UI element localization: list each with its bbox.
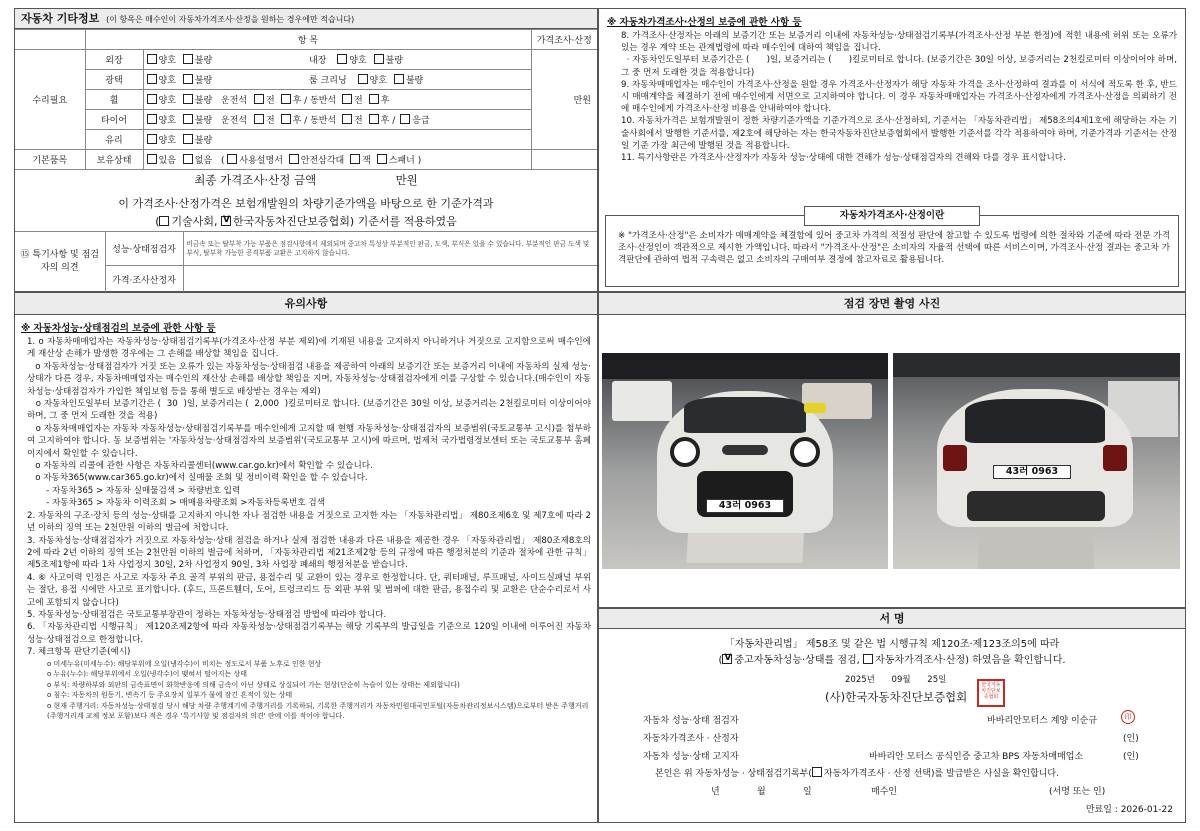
notice-item: 1. ο 자동차매매업자는 자동차성능·상태점검기록부(가격조사·산정 부분 제외)에 기재된 내용을 고지하지 아니하거나 거짓으로 고지함으로써 매수인에게 재산상 손해가 발생한 경우에는 그 손해를 배상할 책임을 집니다. [27,337,591,360]
sign-line2: (V 중고자동차성능·상태를 점검, 자동차가격조사·산정) 하였음을 확인합니다. [599,651,1185,666]
definition-title: 자동차가격조사·산정이란 [804,206,980,226]
criteria-item: ο 미세누유(미세누수): 해당부위에 오일(냉각수)이 비치는 정도로서 부품 노후로 인한 현상 [47,659,322,668]
basis-line2: ( 기술사회, V한국자동차진단보증협회) 기준서를 적용하였음 [15,213,597,229]
notice-item: 7. 체크항목 판단기준(예시) [27,647,131,658]
final-price-row: 최종 가격조사·산정 금액 만원 [194,173,418,187]
notice-item: ο 자동차성능·상태점검자가 거짓 또는 오류가 있는 자동차성능·상태점검 내용을 제공하여 아래의 보증기간 또는 보증거리 이내에 자동차의 실제 성능·상태가 다른 경우, 자동차매매업자는 매수인의 재산상 손해를 배상할 책임을 지며, 자동차성능·상태점검자에게 이를 구상할 수 있습니다.(매수인이 자동차성능·상태점검자가 가입한 책임보험 등을 통해 별도로 배상받는 경우는 제외) [27,361,591,397]
warranty-list [607,30,1180,164]
notice-item: ο 자동차매매업자는 자동차 자동차성능·상태점검기록부를 매수인에게 고지할 때 현행 자동차성능·상태점검자의 보증범위(국토교통부 고시)를 첨부하여 고지하여야 합니다. 동 보증범위는 '자동차성능·상태점검자의 보증범위'(국토교통부 고시)에 따르며, 법제처 국가법령정보센터 또는 국토교통부 홈페이지에서 확인할 수 있습니다. [27,423,591,459]
repair-table: 항 목 가격조사·산정 수리필요 외장 양호 불량 내장 양호 불량 만원 광택 양호 불량 룸 크리닝 양호 불량 휠 양호 불량 운전석 전 후 / 동반석 전 후 타이어 양호 불량 운전석 전 후 / 동반석 전 후 / 응급 유리 양호 불량 기본품목 보유상태 있음 없음 ( 사용설명서 안전삼각대 잭 스패너 ) [15,29,597,170]
buyer-row: 년 월 일 매수인 (서명 또는 인) [711,784,1171,797]
col-item: 항 목 [85,30,531,50]
tire-driver-rear-checkbox[interactable] [281,114,291,124]
price-check-checkbox[interactable] [863,654,873,664]
gloss-bad-checkbox[interactable] [183,74,193,84]
warranty-item: 11. 특기사항란은 가격조사·산정자가 자동차 성능·상태에 대한 견해가 성능·상태점검자의 견해와 다를 경우 표시합니다. [621,153,1066,164]
notice-item: - 자동차365 > 자동차 실매물검색 > 차량번호 입력 [27,485,241,496]
notice-panel [14,292,598,823]
wheel-bad-checkbox[interactable] [183,94,193,104]
notice-item: 2. 자동차의 구조·장치 등의 성능·상태를 고지하지 아니한 자나 점검한 내용을 거짓으로 고지한 자는 「자동차관리법」 제80조제6호 및 제7호에 따라 2년 이하의 징역 또는 2천만원 이하의 벌금에 처합니다. [27,510,591,534]
final-price-input[interactable] [320,172,392,186]
notice-item: 6. 「자동차관리법 시행규칙」 제120조제2항에 따라 자동차성능·상태점검기록부는 해당 기록부의 발급일을 기준으로 120일 이내에 이루어진 자동차 성능·상태점검으로 한정합니다. [27,622,594,645]
row-pricer: 자동차가격조사 · 산정자 (인) [643,734,1139,744]
spanner-checkbox[interactable] [377,154,387,164]
warranty-panel [598,8,1186,292]
notice-small-list [21,659,591,722]
photo-panel [598,292,1186,608]
other-info-note: (이 항목은 매수인이 자동차가격조사·산정을 원하는 경우에만 적습니다) [106,15,355,24]
other-info-panel [14,8,598,292]
notice-item: ο 자동차의 리콜에 관한 사항은 자동차리콜센터(www.car.go.kr)에서 확인할 수 있습니다. [27,461,373,472]
inspector-stamp: 印 [1121,710,1135,724]
basic-label: 기본품목 [15,150,85,170]
warranty-item: 9. 자동차매매업자는 매수인이 가격조사·산정을 원할 경우 가격조사·산정자가 해당 자동차 가격을 조사·산정하여 결과를 이 서식에 적도록 한 후, 반드시 매매계약을 체결하기 전에 매수인에게 서면으로 고지하여야 합니다. 이 경우 자동차매매업자는 가격조사·산정자에게 가격조사·산정을 의뢰하기 전에 매수인에게 가격조사·산정 비용을 안내하여야 합니다. [621,79,1177,115]
row-notifier: 자동차 성능·상태 고지자 바바리안 모터스 공식인증 중고차 BPS 자동차매매업소 (인) [643,752,1139,762]
row-exterior: 외장 [85,50,143,70]
wheel-driver-rear-checkbox[interactable] [281,94,291,104]
tire-driver-front-checkbox[interactable] [254,114,264,124]
tire-pass-rear-checkbox[interactable] [369,114,379,124]
criteria-item: ο 침수: 자동차의 원동기, 변속기 등 주요장치 일부가 물에 잠긴 흔적이 있는 상태 [47,691,293,700]
triangle-checkbox[interactable] [289,154,299,164]
rear-plate: 43러 0963 [993,465,1071,479]
criteria-item: ο 현재 주행거리: 자동차성능·상태점검 당시 해당 차량 주행계기에 주행거리를 기록하되, 기록한 주행거리가 자동차민원대국민포털(자동차관리정보시스템)으로부터 받은 주행거리(주행거리계 교체 정보 포함)보다 적은 경우 '특기사항 및 점검자의 의견' 란에 이를 적어야 합니다. [47,701,589,721]
col-price: 가격조사·산정 [531,30,597,50]
pricer-label: 가격·조사산정자 [105,266,183,293]
special-label: ⑮ 특기사항 및 점검자의 의견 [15,232,105,293]
notice-item: ο 자동차인도일부터 보증기간은 ( 30 )일, 보증거리는 ( 2,000 )킬로미터로 합니다. (보증기간은 30일 이상, 보증거리는 2천킬로미터 이상이어야 하며, 그 중 먼저 도래한 것을 적용) [27,399,594,422]
pricer-opinion[interactable] [183,266,597,293]
tire-pass-front-checkbox[interactable] [342,114,352,124]
row-inspector: 자동차 성능·상태 점검자 바바리안모터스 계양 이순규 印 [643,713,1163,726]
criteria-item: ο 누유(누수): 해당부위에서 오일(냉각수)이 맺혀서 떨어지는 상태 [47,670,247,679]
repair-price-unit: 만원 [531,50,597,150]
photo-title: 점검 장면 촬영 사진 [599,293,1185,315]
special-table [15,231,597,293]
repair-label: 수리필요 [15,50,85,150]
gloss-good-checkbox[interactable] [147,74,157,84]
interior-good-checkbox[interactable] [337,54,347,64]
definition-box [605,210,1179,287]
criteria-item: ο 부식: 차량하부와 외판의 금속표면이 화학반응에 의해 금속이 아닌 상태로 상실되어 가는 현상(단순히 녹슬어 있는 상태는 제외합니다) [47,680,460,689]
wheel-pass-front-checkbox[interactable] [342,94,352,104]
sign-panel [598,608,1186,823]
receipt-line: 본인은 위 자동차성능 · 상태점검기록부( 자동차가격조사 · 산정 선택)를 발급받은 사실을 확인합니다. [655,769,1059,779]
used-car-check-checkbox[interactable] [722,654,732,664]
inspector-label: 성능·상태점검자 [105,232,183,266]
notice-subtitle: ※ 자동차성능·상태점검의 보증에 관한 사항 등 [21,323,216,334]
definition-text: ※ "가격조사·산정"은 소비자가 매매계약을 체결함에 있어 중고차 가격의 적절성 판단에 참고할 수 있도록 법령에 의한 절차와 기준에 따라 전문 가격조사·산정인이 객관적으로 제시한 가액입니다. 따라서 "가격조사·산정"은 소비자의 자율적 선택에 따른 서비스이며, 가격조사·산정 결과는 중고차 가격판단에 관하여 법적 구속력은 없고 소비자의 구매여부 결정에 참고자료로 활용됩니다. [618,231,1170,266]
tire-bad-checkbox[interactable] [183,114,193,124]
sign-org: (사)한국자동차진단보증협회 [825,690,968,704]
notice-title: 유의사항 [15,293,597,315]
basic-have-checkbox[interactable] [147,154,157,164]
sign-line1: 「자동차관리법」 제58조 및 같은 법 시행규칙 제120조·제123조의5에 따라 [724,639,1060,650]
wheel-pass-rear-checkbox[interactable] [369,94,379,104]
jack-checkbox[interactable] [350,154,360,164]
basis-line1: 이 가격조사·산정가격은 보험개발원의 차량기준가액을 바탕으로 한 기준가격과 [118,197,494,210]
tire-emergency-checkbox[interactable] [400,114,410,124]
notice-item: - 자동차365 > 자동차 이력조회 > 매매용차량조회 >자동차등록번호 검색 [27,498,325,509]
basic-none-checkbox[interactable] [183,154,193,164]
other-info-header [15,9,597,29]
front-plate: 43러 0963 [706,499,784,513]
other-info-title: 자동차 기타정보 [21,12,100,25]
interior-bad-checkbox[interactable] [374,54,384,64]
notice-item: 5. 자동차성능·상태점검은 국토교통부장관이 정하는 자동차성능·상태점검 방법에 따라야 합니다. [27,609,387,620]
notice-list [21,336,594,659]
rear-photo [893,353,1180,569]
exterior-good-checkbox[interactable] [147,54,157,64]
manual-checkbox[interactable] [227,154,237,164]
room-good-checkbox[interactable] [358,74,368,84]
warranty-item: 8. 가격조사·산정자는 아래의 보증기간 또는 보증거리 이내에 자동차성능·상태점검기록부(가격조사·산정 부분 한정)에 적힌 내용에 허위 또는 오류가 있는 경우 계약 또는 관계법령에 따라 매수인에 대하여 책임을 집니다. [621,31,1180,54]
buyer-sign[interactable]: (서명 또는 인) [1049,787,1106,797]
sign-date: 2025년 09월 25일 [845,675,947,685]
expiry: 만료일 : 2026-01-22 [1085,805,1173,815]
glass-bad-checkbox[interactable] [183,134,193,144]
glass-good-checkbox[interactable] [147,134,157,144]
warranty-title: ※ 자동차가격조사·산정의 보증에 관한 사항 등 [607,17,802,28]
tire-good-checkbox[interactable] [147,114,157,124]
notice-item: ο 자동차365(www.car365.go.kr)에서 실매물 조회 및 정비이력 확인을 할 수 있습니다. [27,473,368,484]
org-seal: 한국자동차진단보증협회 [977,679,1005,707]
sign-title: 서 명 [599,609,1185,629]
basis-tech-checkbox[interactable] [159,216,169,226]
receipt-price-checkbox[interactable] [812,767,822,777]
inspector-opinion: 비금속 또는 탈부착 가능 부품은 점검사항에서 제외되며 중고차 특성상 부분적인 판금, 도색, 부식은 있을 수 있습니다. 부분적인 판금 도색 및 부식, 탈부착 가능한 공격부품 교환은 고지하지 않습니다. [183,232,597,266]
notice-item: 4. ⑥ 사고이력 인정은 사고로 자동차 주요 골격 부위의 판금, 용접수리 및 교환이 있는 경우로 한정합니다. 단, 쿼터패널, 루프패널, 사이드실패널 부위는 절단, 용접 시에만 사고로 표기합니다. (후드, 프론트휀더, 도어, 트렁크리드 등 외판 부위 및 범퍼에 대한 판금, 용접수리 및 교환은 단순수리로서 사고에 포함되지 않습니다) [27,572,591,608]
warranty-item: · 자동차인도일부터 보증기간은 ( )일, 보증거리는 ( )킬로미터로 합니다. (보증기간은 30일 이상, 보증거리는 2천킬로미터 이상이어야 하며, 그 중 먼저 도래한 것을 적용합니다) [621,55,1180,78]
wheel-good-checkbox[interactable] [147,94,157,104]
warranty-item: 10. 자동차가격은 보험개발원이 정한 차량기준가액을 기준가격으로 조사·산정하되, 기준서는 「자동차관리법」 제58조의4제1호에 해당하는 자는 기술사회에서 발행한 기준서를, 제2호에 해당하는 자는 한국자동차진단보증협회에서 발행한 기준서를 각각 적용하여야 하며, 기준가격과 기준서는 산정일 기준 가장 최근에 발행된 것을 적용합니다. [621,116,1177,151]
notice-item: 3. 자동차성능·상태점검자가 거짓으로 자동차성능·상태 점검을 하거나 실제 점검한 내용과 다른 내용을 제공한 경우 「자동차관리법」 제80조제8호의2에 따라 2년 이하의 징역 또는 2천만원 이하의 벌금에 처하며, 「자동차관리법 제21조제2항 등의 규정에 따른 행정처분의 기준과 절차에 관한 규칙」 제5조제1항에 따라 1차 사업정지 30일, 2차 사업정지 90일, 3차 사업장 폐쇄의 행정처분을 받습니다. [27,535,594,571]
basis-kaf-checkbox[interactable] [221,216,231,226]
room-bad-checkbox[interactable] [394,74,404,84]
front-photo [602,353,888,569]
wheel-driver-front-checkbox[interactable] [254,94,264,104]
exterior-bad-checkbox[interactable] [183,54,193,64]
